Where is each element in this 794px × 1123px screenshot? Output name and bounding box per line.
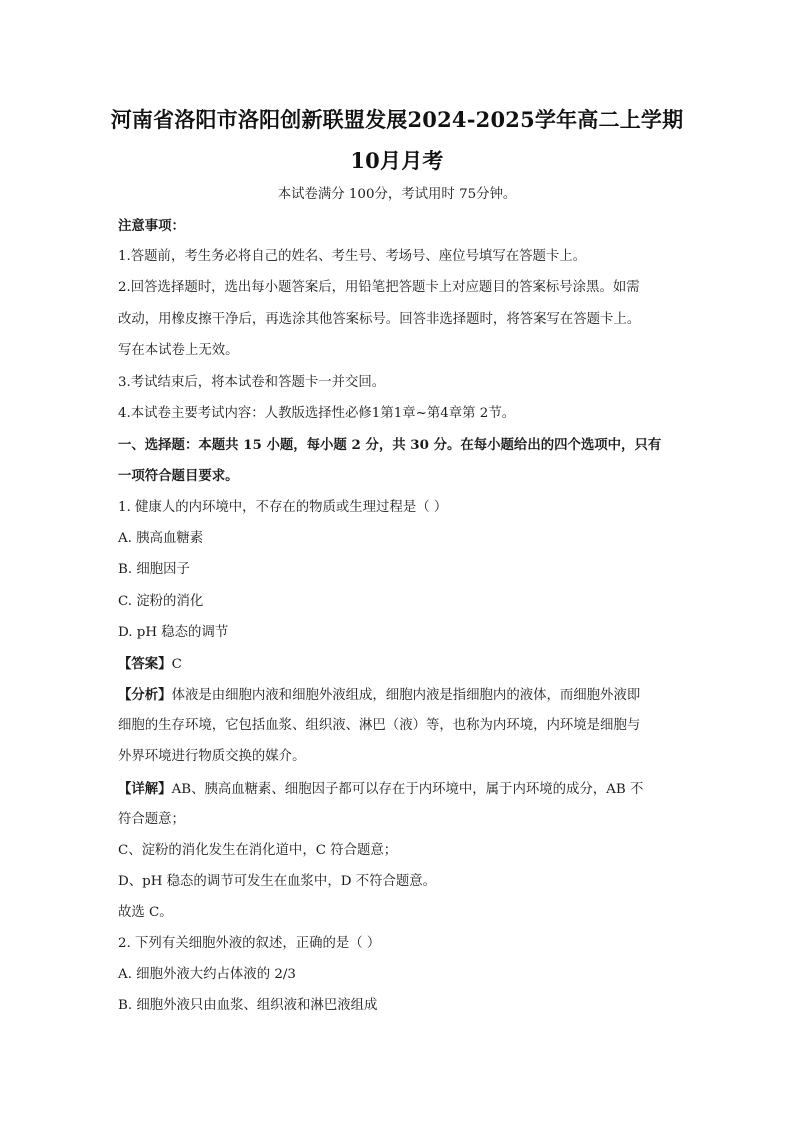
document-title-line1: 河南省洛阳市洛阳创新联盟发展2024-2025学年高二上学期	[110, 107, 684, 132]
notice-item: 写在本试卷上无效。	[118, 343, 239, 358]
exam-info: 本试卷满分 100分，考试用时 75分钟。	[277, 187, 517, 202]
analysis-text: 细胞的生存环境，它包括血浆、组织液、淋巴（液）等，也称为内环境，内环境是细胞与	[118, 718, 641, 733]
notice-item: 改动，用橡皮擦干净后，再选涂其他答案标号。回答非选择题时，将答案写在答题卡上。	[118, 312, 641, 327]
analysis-tag: 【分析】	[118, 687, 172, 703]
detail-text: AB、胰高血糖素、细胞因子都可以存在于内环境中，属于内环境的成分，AB 不	[171, 782, 644, 797]
question-1-detail	[118, 780, 643, 799]
notice-item: 2.回答选择题时，选出每小题答案后，用铅笔把答题卡上对应题目的答案标号涂黑。如需	[118, 280, 640, 295]
question-2-option-a: A. 细胞外液大约占体液的 2/3	[118, 967, 296, 982]
question-1-option-c: C. 淀粉的消化	[118, 594, 204, 609]
question-1-option-d: D. pH 稳态的调节	[118, 625, 229, 640]
answer-value: C	[171, 657, 182, 672]
detail-text: D、pH 稳态的调节可发生在血浆中，D 不符合题意。	[118, 874, 437, 889]
question-1-option-a: A. 胰高血糖素	[118, 531, 204, 546]
detail-tag: 【详解】	[118, 781, 172, 797]
question-1-analysis	[118, 686, 640, 705]
analysis-text: 体液是由细胞内液和细胞外液组成，细胞内液是指细胞内的液体，而细胞外液即	[171, 688, 641, 703]
answer-tag: 【答案】	[118, 656, 172, 672]
question-2-option-b: B. 细胞外液只由血浆、组织液和淋巴液组成	[118, 998, 378, 1013]
detail-text: 符合题意；	[118, 812, 185, 827]
detail-text: C、淀粉的消化发生在消化道中，C 符合题意；	[118, 843, 398, 858]
notice-item: 4.本试卷主要考试内容：人教版选择性必修1第1章~第4章第 2节。	[118, 406, 516, 421]
question-1-conclusion: 故选 C。	[118, 905, 173, 920]
notice-item: 3.考试结束后，将本试卷和答题卡一并交回。	[118, 375, 386, 390]
analysis-text: 外界环境进行物质交换的媒介。	[118, 749, 306, 764]
question-2-stem: 2. 下列有关细胞外液的叙述，正确的是（ ）	[118, 936, 381, 951]
question-1-stem: 1. 健康人的内环境中，不存在的物质或生理过程是（ ）	[118, 500, 448, 515]
section-heading: 一、选择题：本题共 15 小题，每小题 2 分，共 30 分。在每小题给出的四个选项中，只有	[118, 437, 662, 453]
question-1-answer	[118, 655, 182, 674]
question-1-option-b: B. 细胞因子	[118, 562, 190, 577]
section-heading-continued: 一项符合题目要求。	[118, 468, 239, 484]
notice-heading: 注意事项：	[118, 218, 185, 234]
notice-item: 1.答题前，考生务必将自己的姓名、考生号、考场号、座位号填写在答题卡上。	[118, 249, 587, 264]
document-title-line2: 10月月考	[350, 148, 444, 173]
